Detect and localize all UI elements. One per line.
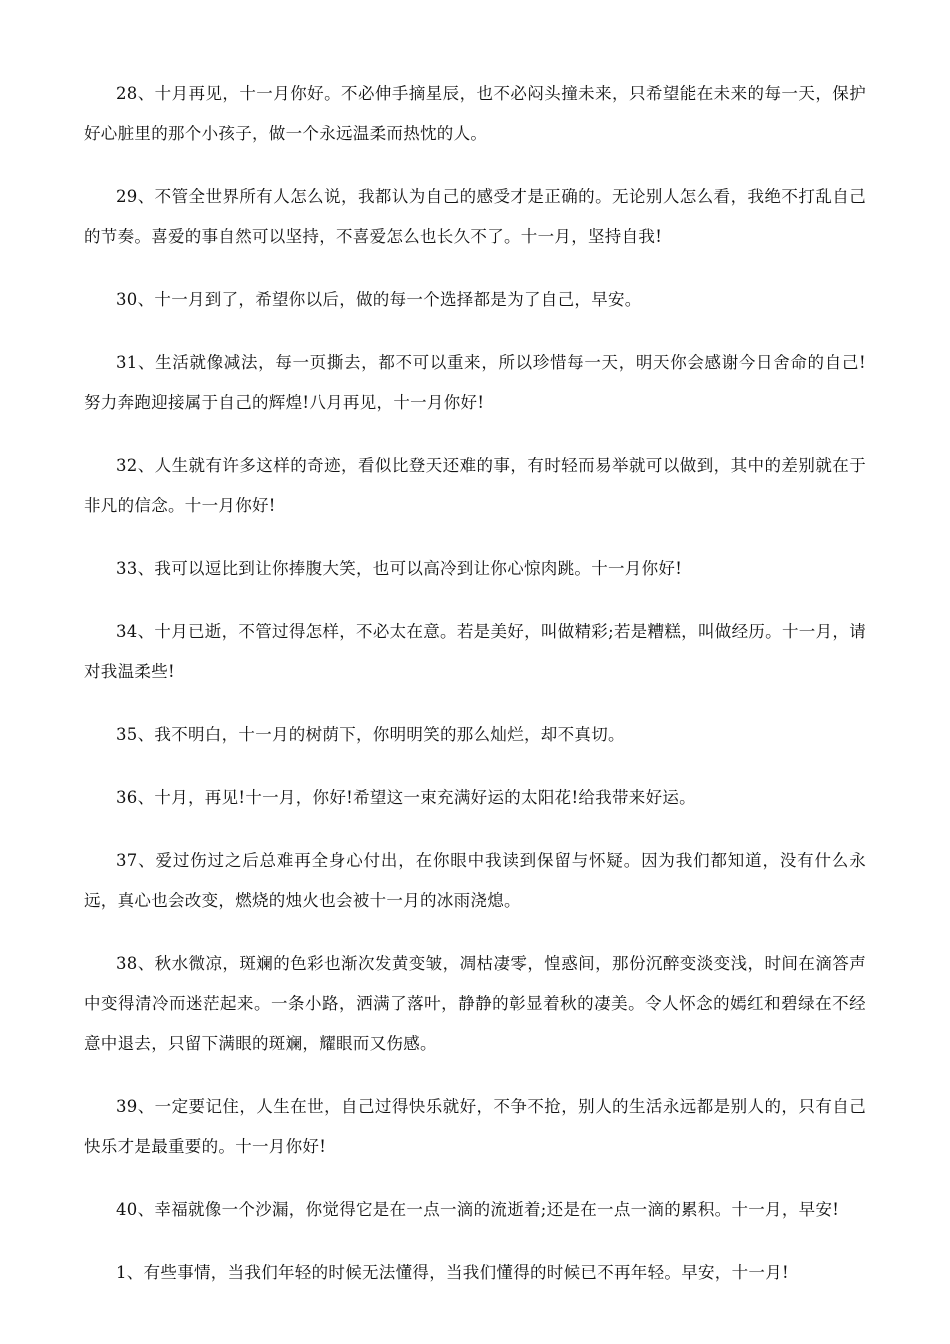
document-body [84, 74, 866, 1316]
paragraph-1: 1、有些事情，当我们年轻的时候无法懂得，当我们懂得的时候已不再年轻。早安，十一月! [116, 1263, 789, 1282]
paragraph-32: 32、人生就有许多这样的奇迹，看似比登天还难的事，有时轻而易举就可以做到，其中的差别就在于非凡的信念。十一月你好! [84, 456, 866, 515]
paragraph-29: 29、不管全世界所有人怎么说，我都认为自己的感受才是正确的。无论别人怎么看，我绝不打乱自己的节奏。喜爱的事自然可以坚持，不喜爱怎么也长久不了。十一月，坚持自我! [84, 187, 866, 246]
paragraph-31: 31、生活就像减法，每一页撕去，都不可以重来，所以珍惜每一天，明天你会感谢今日舍命的自己!努力奔跑迎接属于自己的辉煌!八月再见，十一月你好! [84, 353, 866, 412]
paragraph-38: 38、秋水微凉，斑斓的色彩也渐次发黄变皱，凋枯凄零，惶惑间，那份沉醉变淡变浅，时间在滴答声中变得清冷而迷茫起来。一条小路，洒满了落叶，静静的彰显着秋的凄美。令人怀念的嫣红和碧绿在不经意中退去，只留下满眼的斑斓，耀眼而又伤感。 [84, 954, 866, 1053]
paragraph-33: 33、我可以逗比到让你捧腹大笑，也可以高冷到让你心惊肉跳。十一月你好! [116, 559, 683, 578]
paragraph-37: 37、爱过伤过之后总难再全身心付出，在你眼中我读到保留与怀疑。因为我们都知道，没有什么永远，真心也会改变，燃烧的烛火也会被十一月的冰雨浇熄。 [84, 851, 866, 910]
paragraph-35: 35、我不明白，十一月的树荫下，你明明笑的那么灿烂，却不真切。 [116, 725, 625, 744]
paragraph-40: 40、幸福就像一个沙漏，你觉得它是在一点一滴的流逝着;还是在一点一滴的累积。十一月，早安! [116, 1200, 840, 1219]
paragraph-30: 30、十一月到了，希望你以后，做的每一个选择都是为了自己，早安。 [116, 290, 642, 309]
paragraph-39: 39、一定要记住，人生在世，自己过得快乐就好，不争不抢，别人的生活永远都是别人的，只有自己快乐才是最重要的。十一月你好! [84, 1097, 866, 1156]
paragraph-36: 36、十月，再见!十一月，你好!希望这一束充满好运的太阳花!给我带来好运。 [116, 788, 696, 807]
paragraph-28: 28、十月再见，十一月你好。不必伸手摘星辰，也不必闷头撞未来，只希望能在未来的每一天，保护好心脏里的那个小孩子，做一个永远温柔而热忱的人。 [84, 84, 866, 143]
paragraph-34: 34、十月已逝，不管过得怎样，不必太在意。若是美好，叫做精彩;若是糟糕，叫做经历。十一月，请对我温柔些! [84, 622, 866, 681]
